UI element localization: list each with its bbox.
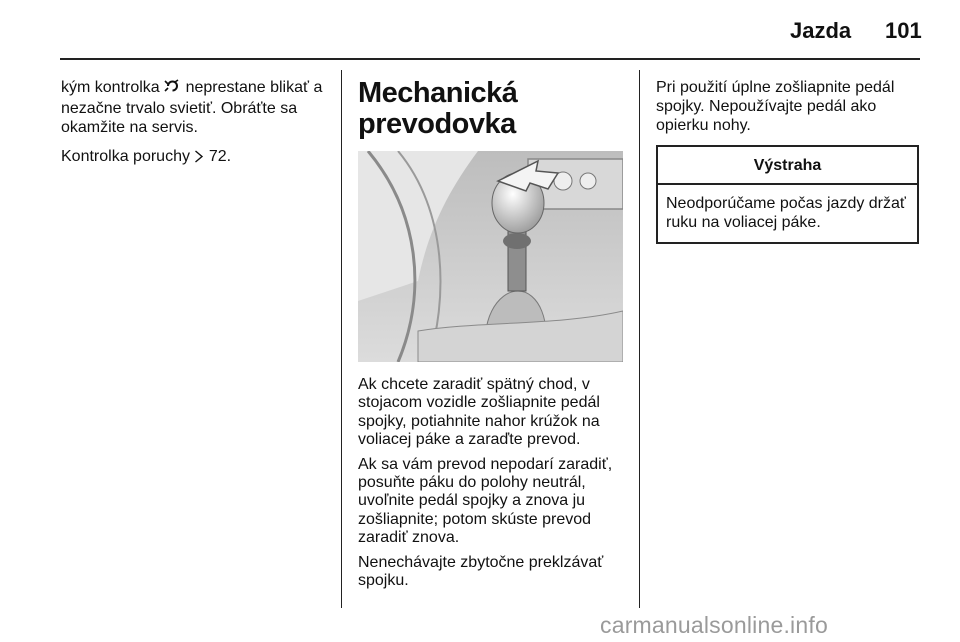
column-2-body [358,376,626,596]
page-reference-arrow-icon [194,149,204,168]
column-3 [656,78,921,244]
heading-line-1: Mechanická [358,77,518,109]
paragraph: Nenechávajte zbytočne preklzávať spojku. [358,553,604,590]
watermark: carmanualsonline.info [600,612,828,638]
warning-body: Neodporúčame počas jazdy držať ruku na voliacej páke. [666,195,906,231]
engine-glow-icon [164,79,181,99]
paragraph: Ak chcete zaradiť spätný chod, v stojacom vozidle zošliapnite pedál spojky, potiahnite nahor krúžok na voliacej páke a zaraďte prevod. [358,376,600,449]
column-2 [358,78,623,140]
column-divider-1 [341,70,342,608]
column-divider-2 [639,70,640,608]
text-run: Kontrolka poruchy [61,148,195,165]
column-1 [61,78,331,178]
heading-line-2: prevodovka [358,108,516,140]
warning-box [656,145,919,244]
page-reference[interactable]: 72. [204,148,232,165]
paragraph: Ak sa vám prevod nepodarí zaradiť, posuňte páku do polohy neutrál, uvoľnite pedál spojky a znova ju zošliapnite; potom skúste prevod zaradiť znova. [358,455,613,547]
warning-title: Výstraha [658,147,917,185]
header-rule [60,58,920,60]
section-heading [358,78,623,140]
text-run: neprestane blikať a nezačne trvalo svietiť. Obráťte sa okamžite na servis. [61,79,323,136]
page-number: 101 [885,18,922,43]
paragraph [61,147,331,168]
text-run: kým kontrolka [61,79,165,96]
page-header [0,0,960,60]
gear-lever-illustration [358,151,623,362]
section-title: Jazda [790,18,852,43]
paragraph: Pri použití úplne zošliapnite pedál spojky. Nepoužívajte pedál ako opierku nohy. [656,79,895,134]
paragraph [61,78,331,137]
